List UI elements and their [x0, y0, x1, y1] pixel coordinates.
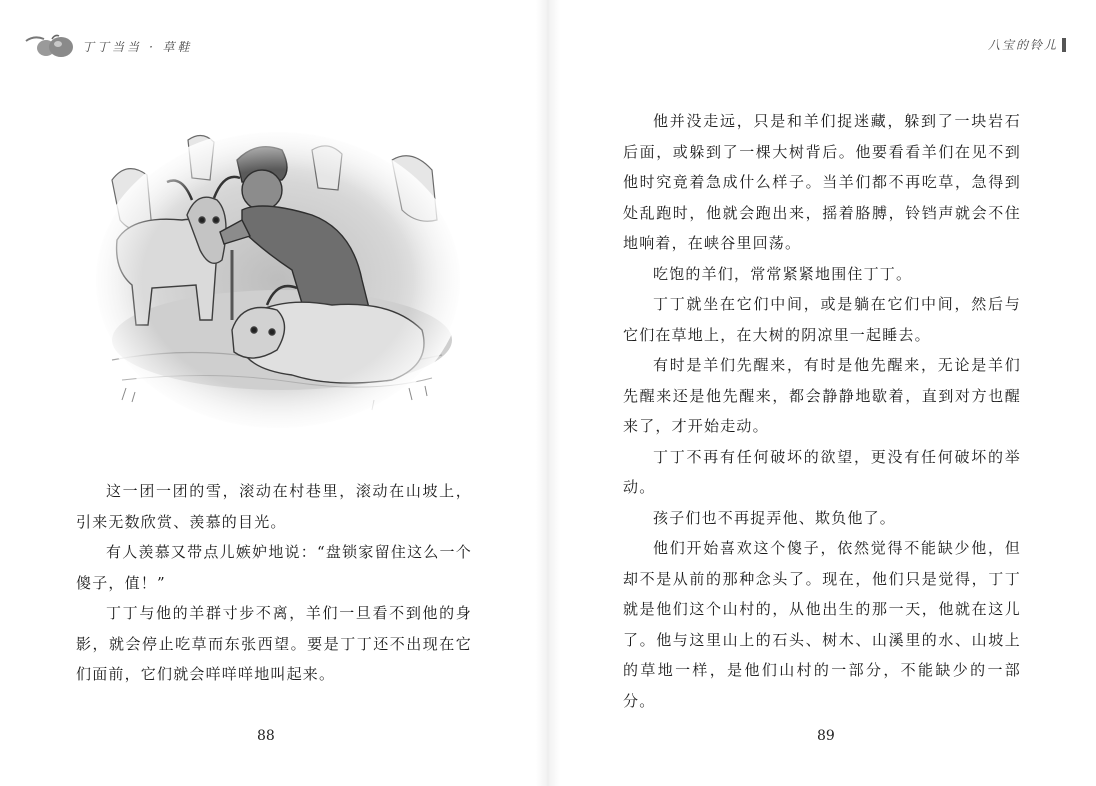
- right-paragraph: 丁丁不再有任何破坏的欲望，更没有任何破坏的举动。: [623, 447, 1021, 496]
- series-title: 丁丁当当 · 草鞋: [82, 39, 193, 54]
- right-paragraph: 有时是羊们先醒来，有时是他先醒来，无论是羊们先醒来还是他先醒来，都会静静地歇着，直到对方也醒来了，才开始走动。: [623, 356, 1021, 435]
- right-paragraph: 他们开始喜欢这个傻子，依然觉得不能缺少他，但却不是从前的那种念头了。现在，他们只是觉得，丁丁就是他们这个山村的，从他出生的那一天，他就在这儿了。他与这里山上的石头、树木、山溪里的水、山坡上的草地一样，是他们山村的一部分，不能缺少的一部分。: [623, 539, 1021, 710]
- chapter-title: 八宝的铃儿: [987, 38, 1058, 52]
- right-page-body: [623, 106, 1021, 716]
- right-page-number: 89: [817, 728, 835, 744]
- left-paragraph: 这一团一团的雪，滚动在村巷里，滚动在山坡上，引来无数欣赏、羡慕的目光。: [76, 482, 472, 531]
- book-gutter: [536, 0, 560, 786]
- boy-with-goats-illustration: [92, 120, 464, 430]
- right-paragraph: 吃饱的羊们，常常紧紧地围住丁丁。: [653, 264, 913, 283]
- left-page-body: [76, 476, 472, 690]
- left-paragraph: 有人羡慕又带点儿嫉妒地说：“盘锁家留住这么一个傻子，值！”: [76, 543, 472, 592]
- right-paragraph: 孩子们也不再捉弄他、欺负他了。: [653, 508, 897, 527]
- chapter-header: [988, 36, 1066, 53]
- left-paragraph: 丁丁与他的羊群寸步不离，羊们一旦看不到他的身影，就会停止吃草而东张西望。要是丁丁还不出现在它们面前，它们就会咩咩咩地叫起来。: [76, 604, 472, 683]
- series-header: [24, 28, 192, 64]
- right-paragraph: 丁丁就坐在它们中间，或是躺在它们中间，然后与它们在草地上，在大树的阴凉里一起睡去。: [623, 295, 1021, 344]
- gourd-logo-icon: [24, 31, 76, 61]
- right-paragraph: 他并没走远，只是和羊们捉迷藏，躲到了一块岩石后面，或躲到了一棵大树背后。他要看看羊们在见不到他时究竟着急成什么样子。当羊们都不再吃草，急得到处乱跑时，他就会跑出来，摇着胳膊，铃铛声就会不住地响着，在峡谷里回荡。: [623, 112, 1021, 252]
- left-page-number: 88: [257, 728, 275, 744]
- header-bar-mark: [1062, 38, 1066, 52]
